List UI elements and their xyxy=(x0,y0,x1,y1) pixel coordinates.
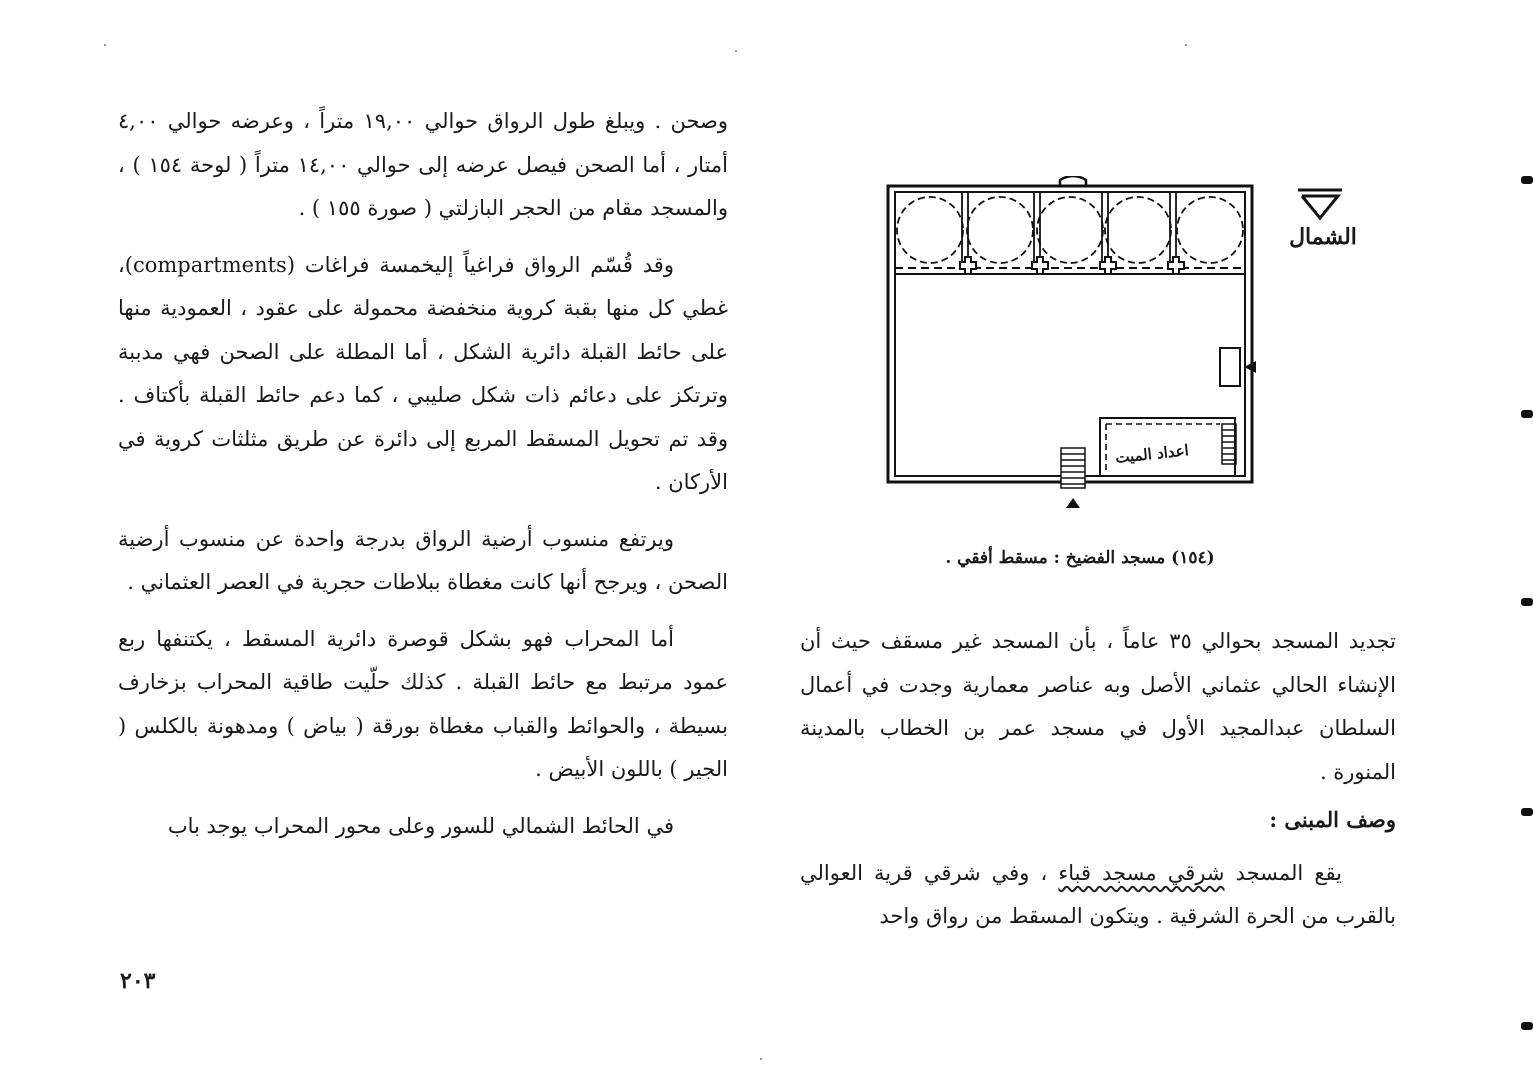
entrance-arrow-south xyxy=(1066,498,1080,508)
section-heading: وصف المبنى : xyxy=(1269,807,1396,832)
scan-dot xyxy=(104,44,106,46)
paragraph-floor-level: ويرتفع منسوب أرضية الرواق بدرجة واحدة عن منسوب أرضية الصحن ، ويرجح أنها كانت مغطاة ببلاطات حجرية في العصر العثماني . xyxy=(118,526,728,594)
figure-caption: (١٥٤) مسجد الفضيخ : مسقط أفقي . xyxy=(945,548,1215,568)
paragraph-location: يقع المسجد شرقي مسجد قباء ، وفي شرقي قرية العوالي بالقرب من الحرة الشرقية . ويتكون المسقط من رواق واحد xyxy=(800,860,1396,928)
plan-east-door xyxy=(1220,348,1240,386)
plan-cruciform-piers xyxy=(960,257,1184,274)
scan-mark xyxy=(1521,176,1533,184)
scan-dot xyxy=(1185,44,1187,46)
plan-compartment-walls xyxy=(962,192,1176,266)
floor-plan-figure xyxy=(880,176,1270,516)
scan-mark xyxy=(1521,410,1533,418)
scan-dot xyxy=(760,1058,762,1060)
plan-inner-wall xyxy=(895,192,1245,476)
scan-mark xyxy=(1521,808,1533,816)
paragraph-north-wall: في الحائط الشمالي للسور وعلى محور المحراب يوجد باب xyxy=(167,813,674,838)
plan-room-label: اعداد الميت xyxy=(1114,441,1190,467)
paragraph-renovation: تجديد المسجد بحوالي ٣٥ عاماً ، بأن المسجد غير مسقف حيث أن الإنشاء الحالي عثماني الأصل وبه عناصر معمارية وجدت في أعمال السلطان عبدالمجيد الأول في مسجد عمر بن الخطاب بالمدينة المنورة . xyxy=(800,629,1396,784)
north-arrow-icon xyxy=(1280,186,1360,226)
paragraph-riwaq-dimensions: وصحن . ويبلغ طول الرواق حوالي ١٩,٠٠ متراً ، وعرضه حوالي ٤,٠٠ أمتار ، أما الصحن فيصل عرضه إلى حوالي ١٤,٠٠ متراً ( لوحة ١٥٤ ) ، والمسجد مقام من الحجر البازلتي ( صورة ١٥٥ ) . xyxy=(118,109,729,220)
right-page-text xyxy=(800,620,1396,943)
left-page-text xyxy=(118,100,728,861)
plan-domes xyxy=(897,197,1243,263)
scan-mark xyxy=(1521,598,1533,606)
scan-dot xyxy=(735,50,737,52)
page-number: ٢٠٣ xyxy=(120,968,156,994)
paragraph-mihrab: أما المحراب فهو بشكل قوصرة دائرية المسقط ، يكتنفها ربع عمود مرتبط مع حائط القبلة . كذلك حلّيت طاقية المحراب بزخارف بسيطة ، والحوائط والقباب مغطاة بورقة ( بياض ) ومدهونة بالكلس ( الجير ) باللون الأبيض . xyxy=(118,626,728,781)
paragraph-compartments: وقد قُسّم الرواق فراغياً إليخمسة فراغات (compartments)، غطي كل منها بقبة كروية منخفضة محمولة على عقود ، العمودية منها على حائط القبلة دائرية الشكل ، أما المطلة على الصحن فهي مدببة وترتكز على دعائم ذات شكل صليبي ، كما دعم حائط القبلة بأكتاف . وقد تم تحويل المسقط المربع إلى دائرة عن طريق مثلثات كروية في الأركان . xyxy=(118,252,728,494)
underlined-phrase: شرقي مسجد قباء xyxy=(1058,860,1225,885)
north-label: الشمال xyxy=(1289,224,1357,250)
scan-mark xyxy=(1521,1022,1533,1030)
plan-outer-wall xyxy=(888,186,1252,482)
